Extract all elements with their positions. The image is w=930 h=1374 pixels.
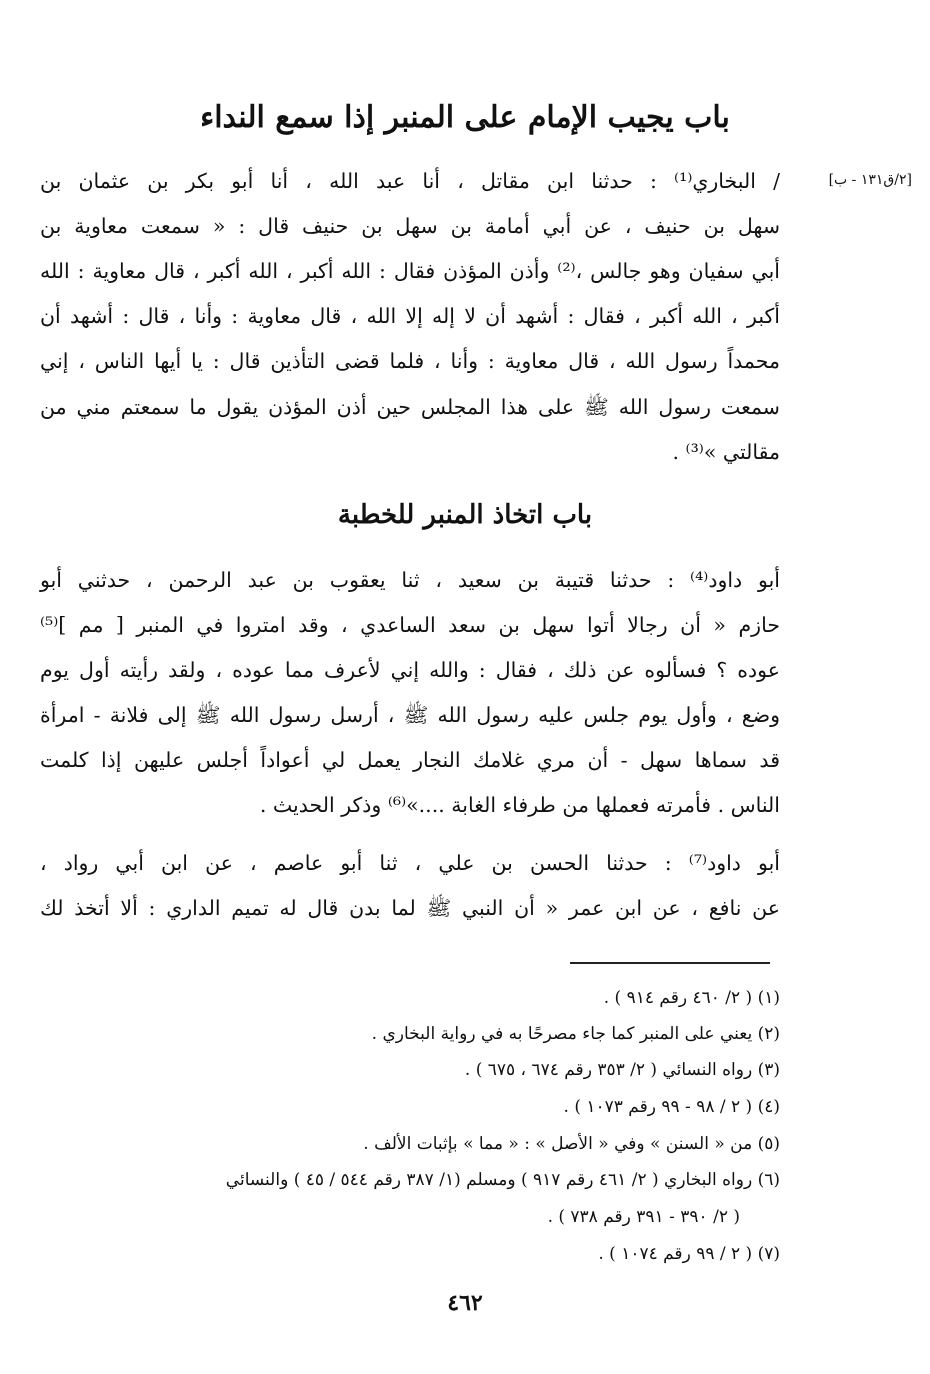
section1-line-7: مقالتي »⁽³⁾ . bbox=[672, 440, 780, 464]
section2-p2-line-2: عن نافع ، عن ابن عمر « أن النبي ﷺ لما بدن قال له تميم الداري : ألا أتخذ لك bbox=[40, 896, 780, 920]
footnote-6: (٦) رواه البخاري ( ٢/ ٤٦١ رقم ٩١٧ ) ومسلم (١/ ٣٨٧ رقم ٥٤٤ / ٤٥ ) والنسائي bbox=[225, 1170, 780, 1190]
section2-p1-line-4: وضع ، وأول يوم جلس عليه رسول الله ﷺ ، أرسل رسول الله ﷺ إلى فلانة - امرأة bbox=[40, 703, 780, 727]
footnote-3: (٣) رواه النسائي ( ٢/ ٣٥٣ رقم ٦٧٤ ، ٦٧٥ ) . bbox=[464, 1060, 780, 1080]
footnote-7: (٧) ( ٢ / ٩٩ رقم ١٠٧٤ ) . bbox=[598, 1244, 780, 1264]
section1-line-6: سمعت رسول الله ﷺ على هذا المجلس حين أذن المؤذن يقول ما سمعتم مني من bbox=[40, 395, 780, 419]
section1-line-3: أبي سفيان وهو جالس ،⁽²⁾ وأذن المؤذن فقال : الله أكبر ، الله أكبر ، قال معاوية : الله bbox=[40, 259, 780, 283]
section1-line-2: سهل بن حنيف ، عن أبي أمامة بن سهل بن حنيف قال : « سمعت معاوية بن bbox=[40, 214, 780, 238]
chapter-title-1: باب يجيب الإمام على المنبر إذا سمع النداء bbox=[200, 100, 730, 135]
chapter-title-2: باب اتخاذ المنبر للخطبة bbox=[337, 500, 593, 530]
footnote-2: (٢) يعني على المنبر كما جاء مصرحًا به في رواية البخاري . bbox=[371, 1024, 780, 1044]
section1-line-4: أكبر ، الله أكبر ، فقال : أشهد أن لا إله إلا الله ، قال معاوية : وأنا ، قال : أشهد أن bbox=[40, 304, 780, 328]
section2-p1-line-5: قد سماها سهل - أن مري غلامك النجار يعمل لي أعواداً أجلس عليهن إذا كلمت bbox=[40, 748, 780, 772]
footnote-separator bbox=[570, 962, 770, 964]
footnote-4: (٤) ( ٢ / ٩٨ - ٩٩ رقم ١٠٧٣ ) . bbox=[563, 1097, 780, 1117]
section2-p1-line-1: أبو داود⁽⁴⁾ : حدثنا قتيبة بن سعيد ، ثنا يعقوب بن عبد الرحمن ، حدثني أبو bbox=[40, 568, 780, 592]
section2-p1-line-2: حازم « أن رجالا أتوا سهل بن سعد الساعدي ، وقد امتروا في المنبر [ مم ]⁽⁵⁾ bbox=[40, 613, 780, 637]
section2-p2-line-1: أبو داود⁽⁷⁾ : حدثنا الحسن بن علي ، ثنا أبو عاصم ، عن ابن أبي رواد ، bbox=[40, 851, 781, 875]
section2-p1-line-6: الناس . فأمرته فعملها من طرفاء الغابة ....»⁽⁶⁾ وذكر الحديث . bbox=[259, 793, 780, 817]
footnote-5: (٥) من « السنن » وفي « الأصل » : « مما » بإثبات الألف . bbox=[363, 1134, 780, 1154]
manuscript-folio-note: [٢/ق١٣١ - ب] bbox=[828, 172, 912, 188]
section1-line-1: / البخاري⁽¹⁾ : حدثنا ابن مقاتل ، أنا عبد الله ، أنا أبو بكر بن عثمان بن bbox=[40, 169, 780, 193]
page-number: ٤٦٢ bbox=[447, 1290, 483, 1316]
footnote-6-continued: ( ٢/ ٣٩٠ - ٣٩١ رقم ٧٣٨ ) . bbox=[547, 1207, 740, 1227]
section1-line-5: محمداً رسول الله ، قال معاوية : وأنا ، فلما قضى التأذين قال : يا أيها الناس ، إني bbox=[40, 349, 780, 373]
section2-p1-line-3: عوده ؟ فسألوه عن ذلك ، فقال : والله إني لأعرف مما عوده ، ولقد رأيته أول يوم bbox=[40, 658, 780, 682]
footnote-1: (١) ( ٢/ ٤٦٠ رقم ٩١٤ ) . bbox=[603, 988, 780, 1008]
